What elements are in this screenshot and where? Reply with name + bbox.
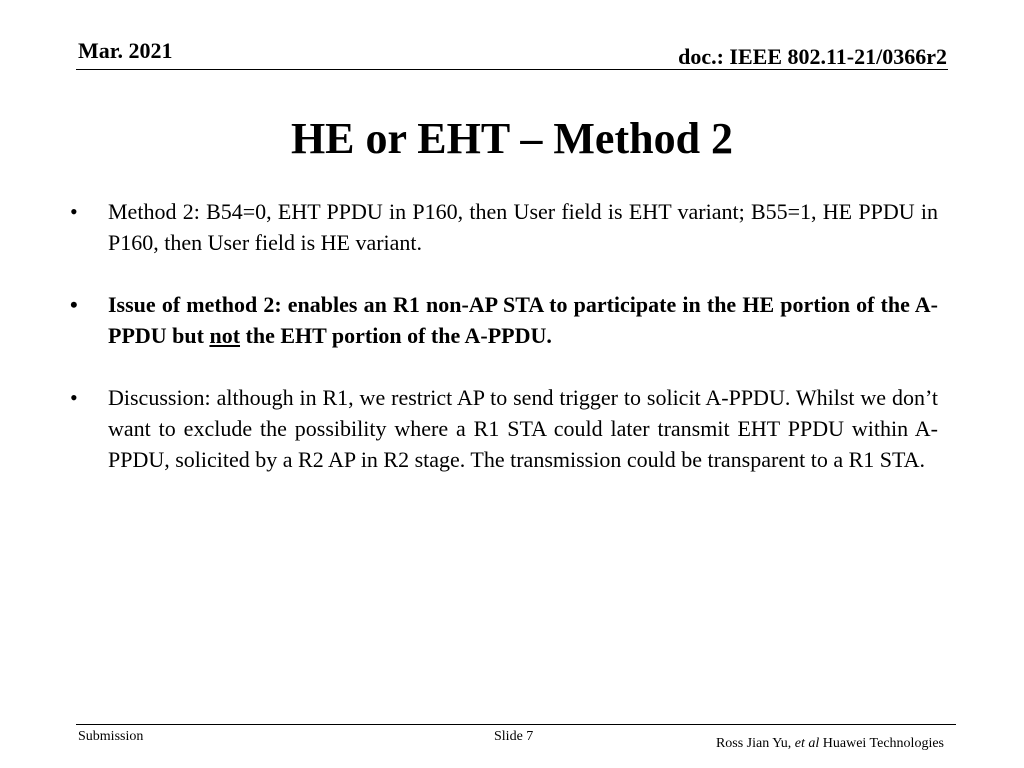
footer-author-etal: et al <box>794 736 820 751</box>
footer-author-org: Huawei Technologies <box>819 736 944 751</box>
bullet-text-1: Method 2: B54=0, EHT PPDU in P160, then User field is EHT variant; B55=1, HE PPDU in P160, then User field is HE variant. <box>108 199 938 255</box>
slide-title: HE or EHT – Method 2 <box>290 114 734 163</box>
bullet-text-2-post: the EHT portion of the A-PPDU. <box>240 323 552 348</box>
bullet-marker: • <box>70 385 78 410</box>
footer-author <box>716 736 944 752</box>
footer-author-name: Ross Jian Yu, <box>715 736 795 751</box>
footer-slide-number: Slide 7 <box>494 729 534 744</box>
bullet-marker: • <box>70 199 78 224</box>
header-doc-id: doc.: IEEE 802.11-21/0366r2 <box>678 44 947 69</box>
bullet-item-3 <box>68 382 938 475</box>
header-date: Mar. 2021 <box>78 38 173 63</box>
bullet-item-1 <box>68 196 938 258</box>
header-divider <box>76 69 948 70</box>
bullet-marker: • <box>70 292 78 317</box>
bullet-text-2-pre: Issue of method 2: enables an R1 non-AP STA to participate in the HE portion of the A-PPDU but <box>108 292 938 348</box>
footer-divider <box>76 724 956 725</box>
footer-submission: Submission <box>78 729 144 744</box>
bullet-text-2-emphasis: not <box>209 323 241 348</box>
bullet-list <box>68 196 938 506</box>
bullet-text-3: Discussion: although in R1, we restrict AP to send trigger to solicit A-PPDU. Whilst we don’t want to exclude the possibility where a R1 STA could later transmit EHT PPDU within A-PPDU, solicited by a R2 AP in R2 stage. The transmission could be transparent to a R1 STA. <box>108 385 938 472</box>
bullet-item-2 <box>68 289 938 351</box>
